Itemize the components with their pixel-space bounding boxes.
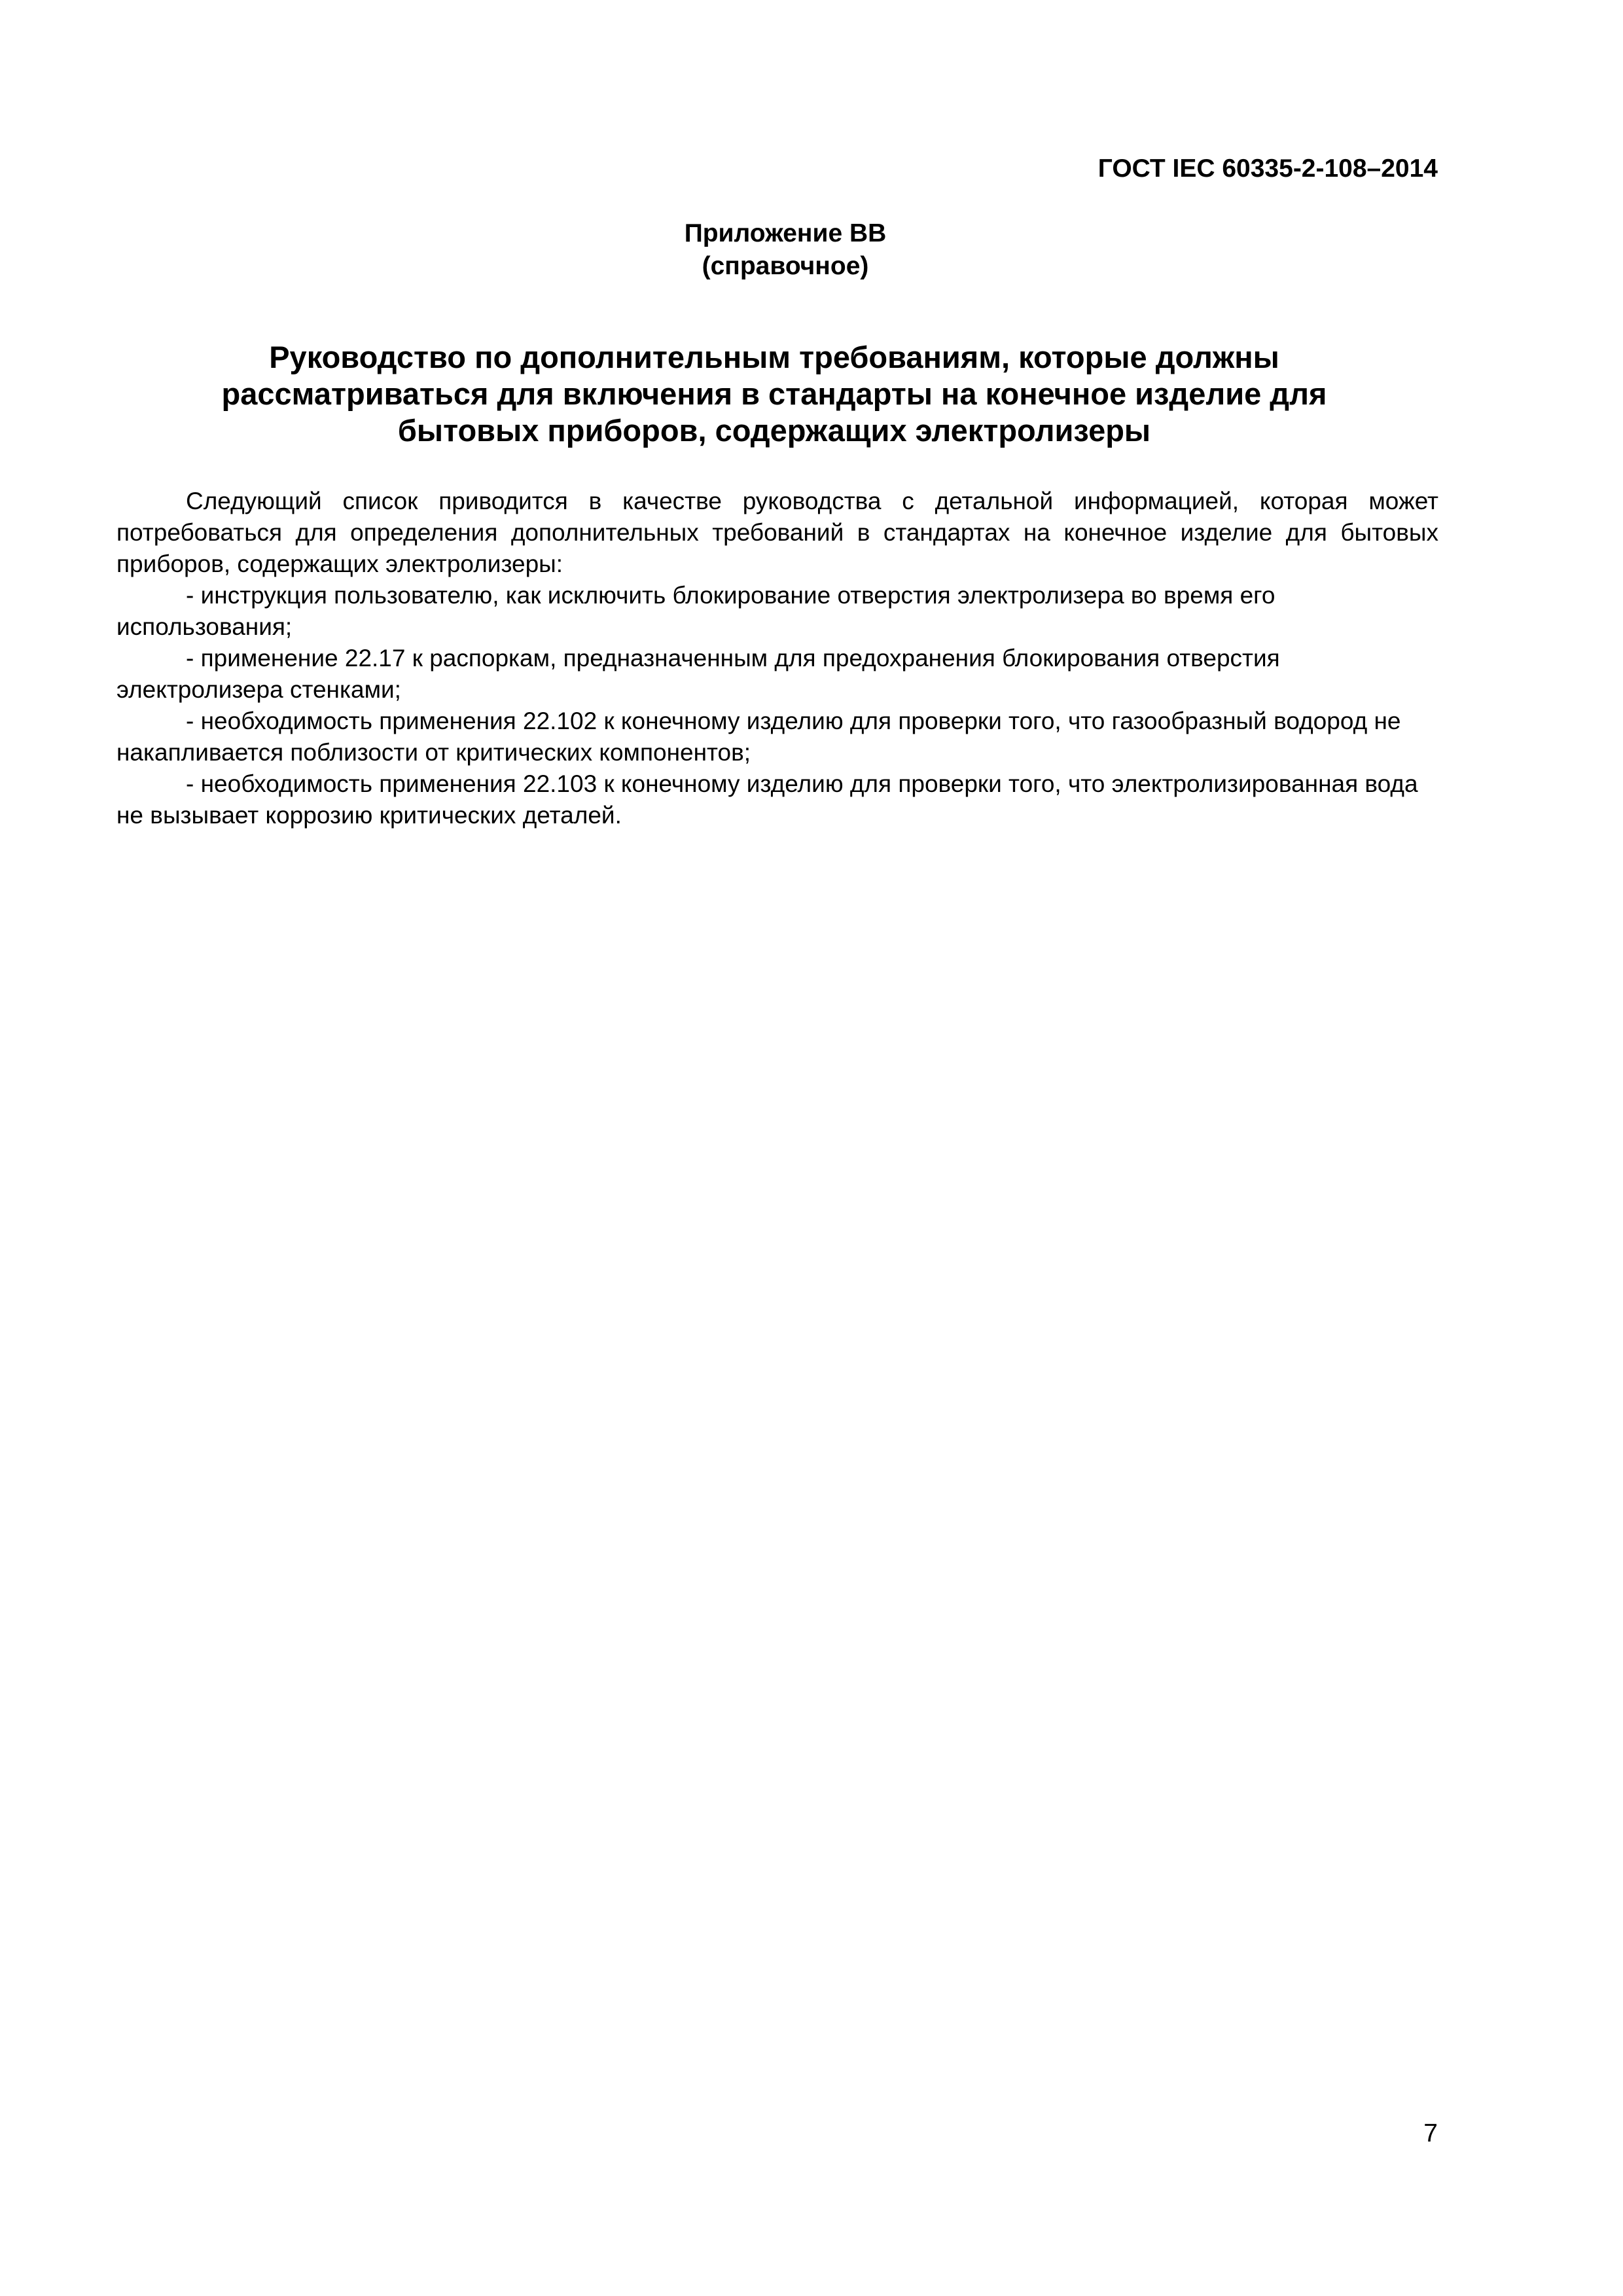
- title-line: бытовых приборов, содержащих электролизеры: [397, 413, 1151, 448]
- annex-heading: [0, 217, 1571, 283]
- document-body: [116, 486, 1438, 831]
- standard-code-header: ГОСТ IEC 60335-2-108–2014: [1097, 154, 1438, 183]
- document-title: [116, 339, 1432, 449]
- title-line: Руководство по дополнительным требованиям, которые должны: [269, 340, 1279, 374]
- list-item: - необходимость применения 22.103 к конечному изделию для проверки того, что электролизированная вода не вызывает коррозию критических деталей.: [116, 770, 1418, 829]
- title-line: рассматриваться для включения в стандарты на конечное изделие для: [221, 376, 1327, 411]
- intro-paragraph: Следующий список приводится в качестве руководства с детальной информацией, которая может потребоваться для определения дополнительных требований в стандартах на конечное изделие для бытовых приборов, содержащих электролизеры:: [116, 488, 1438, 577]
- list-item: - необходимость применения 22.102 к конечному изделию для проверки того, что газообразный водород не накапливается поблизости от критических компонентов;: [116, 708, 1401, 766]
- list-item: - инструкция пользователю, как исключить блокирование отверстия электролизера во время его использования;: [116, 582, 1275, 640]
- annex-label: Приложение ВВ: [684, 219, 887, 247]
- list-item: - применение 22.17 к распоркам, предназначенным для предохранения блокирования отверстия электролизера стенками;: [116, 645, 1280, 703]
- annex-type: (справочное): [702, 252, 869, 280]
- page-number: 7: [1423, 2119, 1438, 2147]
